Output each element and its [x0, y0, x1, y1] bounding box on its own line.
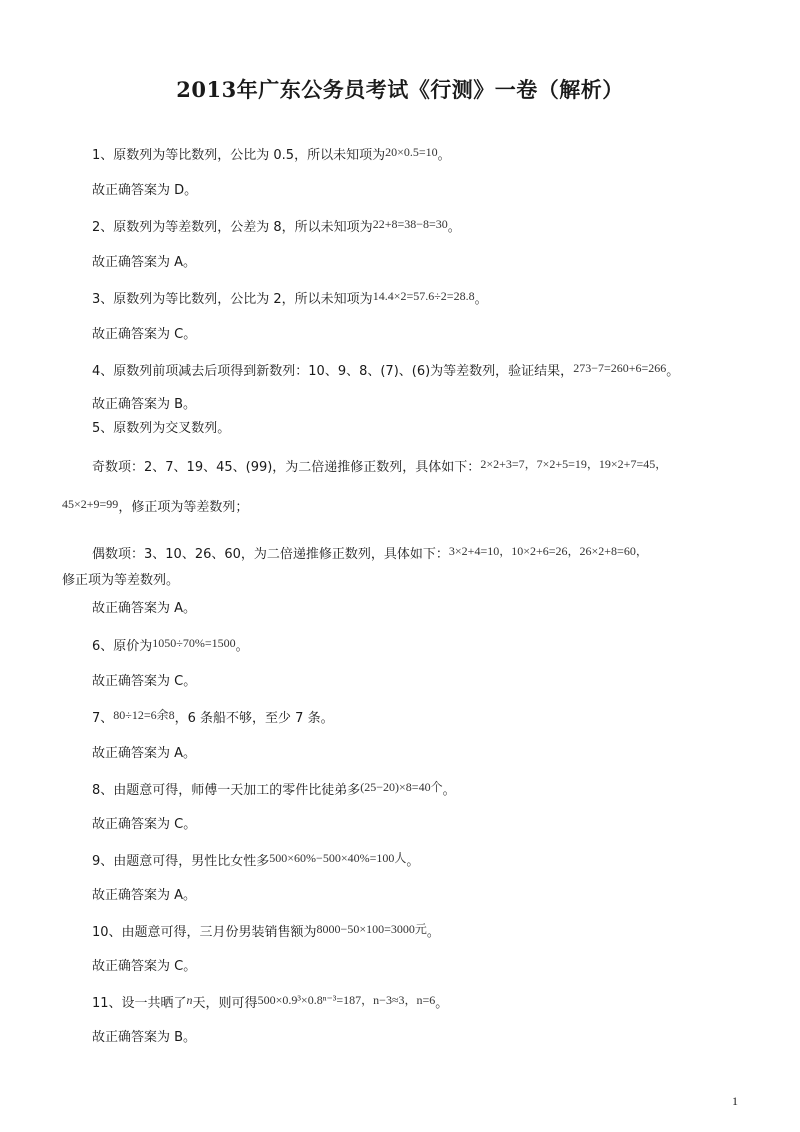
punctuation: 。	[437, 148, 451, 163]
answer-line-3	[92, 290, 488, 309]
formula: 500×0.9³×0.8ⁿ⁻³=187，n−3≈3，n=6	[257, 993, 436, 1007]
conclusion-1: 故正确答案为 D。	[92, 183, 198, 198]
formula: 22+8=38−8=30	[372, 217, 448, 231]
odd-terms-line-2	[62, 498, 248, 517]
answer-line-1	[92, 146, 451, 165]
formula: 2×2+3=7，7×2+5=19，19×2+7=45，	[480, 457, 668, 471]
answer-line-11	[92, 994, 448, 1013]
odd-terms-line	[92, 458, 667, 477]
answer-line-4	[92, 362, 679, 381]
conclusion-8: 故正确答案为 C。	[92, 817, 197, 832]
formula: 273−7=260+6=266	[573, 361, 667, 375]
explanation-text: 6、原价为	[92, 639, 153, 654]
explanation-text: ，6 条船不够，至少 7 条。	[174, 711, 334, 726]
page-number: 1	[732, 1094, 738, 1108]
even-terms-line-2: 修正项为等差数列。	[62, 573, 180, 588]
conclusion-11: 故正确答案为 B。	[92, 1030, 197, 1045]
answer-line-7	[92, 709, 334, 728]
formula: 8000−50×100=3000元	[316, 922, 427, 936]
formula: 1050÷70%=1500	[152, 636, 236, 650]
punctuation: 。	[235, 639, 249, 654]
answer-line-6	[92, 637, 249, 656]
punctuation: 。	[474, 292, 488, 307]
answer-line-5: 5、原数列为交叉数列。	[92, 421, 231, 436]
conclusion-7: 故正确答案为 A。	[92, 746, 197, 761]
formula: (25−20)×8=40个	[360, 780, 443, 794]
punctuation: 。	[666, 364, 680, 379]
explanation-text: 天，则可得	[192, 996, 258, 1011]
explanation-text: 1、原数列为等比数列，公比为 0.5，所以未知项为	[92, 148, 386, 163]
answer-line-9	[92, 852, 419, 871]
answer-line-2	[92, 218, 461, 237]
answer-line-10	[92, 923, 440, 942]
explanation-text: ，修正项为等差数列；	[118, 500, 249, 515]
punctuation: 。	[406, 854, 420, 869]
formula: 20×0.5=10	[385, 145, 438, 159]
explanation-text: 11、设一共晒了	[92, 996, 187, 1011]
explanation-text: 10、由题意可得，三月份男装销售额为	[92, 925, 317, 940]
formula: 45×2+9=99	[62, 497, 119, 511]
explanation-text: 7、	[92, 711, 114, 726]
formula: 14.4×2=57.6÷2=28.8	[372, 289, 475, 303]
formula-variable: n	[186, 993, 193, 1007]
punctuation: 。	[442, 783, 456, 798]
conclusion-10: 故正确答案为 C。	[92, 959, 197, 974]
page-title: 2013年广东公务员考试《行测》一卷（解析）	[176, 77, 624, 102]
punctuation: 。	[426, 925, 440, 940]
explanation-text: 3、原数列为等比数列，公比为 2，所以未知项为	[92, 292, 373, 307]
formula: 80÷12=6余8	[113, 708, 175, 722]
punctuation: 。	[435, 996, 449, 1011]
explanation-text: 奇数项：2、7、19、45、(99)，为二倍递推修正数列，具体如下：	[92, 460, 481, 475]
answer-line-8	[92, 781, 456, 800]
conclusion-5: 故正确答案为 A。	[92, 601, 197, 616]
conclusion-6: 故正确答案为 C。	[92, 674, 197, 689]
explanation-text: 4、原数列前项减去后项得到新数列：10、9、8、(7)、(6)为等差数列，验证结果，	[92, 364, 574, 379]
explanation-text: 2、原数列为等差数列，公差为 8，所以未知项为	[92, 220, 373, 235]
conclusion-4: 故正确答案为 B。	[92, 397, 197, 412]
formula: 500×60%−500×40%=100人	[269, 851, 407, 865]
even-terms-line	[92, 545, 648, 564]
punctuation: 。	[447, 220, 461, 235]
formula: 3×2+4=10，10×2+6=26，26×2+8=60，	[448, 544, 648, 558]
conclusion-3: 故正确答案为 C。	[92, 327, 197, 342]
explanation-text: 偶数项：3、10、26、60，为二倍递推修正数列，具体如下：	[92, 547, 449, 562]
conclusion-2: 故正确答案为 A。	[92, 255, 197, 270]
explanation-text: 9、由题意可得，男性比女性多	[92, 854, 270, 869]
explanation-text: 8、由题意可得，师傅一天加工的零件比徒弟多	[92, 783, 361, 798]
conclusion-9: 故正确答案为 A。	[92, 888, 197, 903]
